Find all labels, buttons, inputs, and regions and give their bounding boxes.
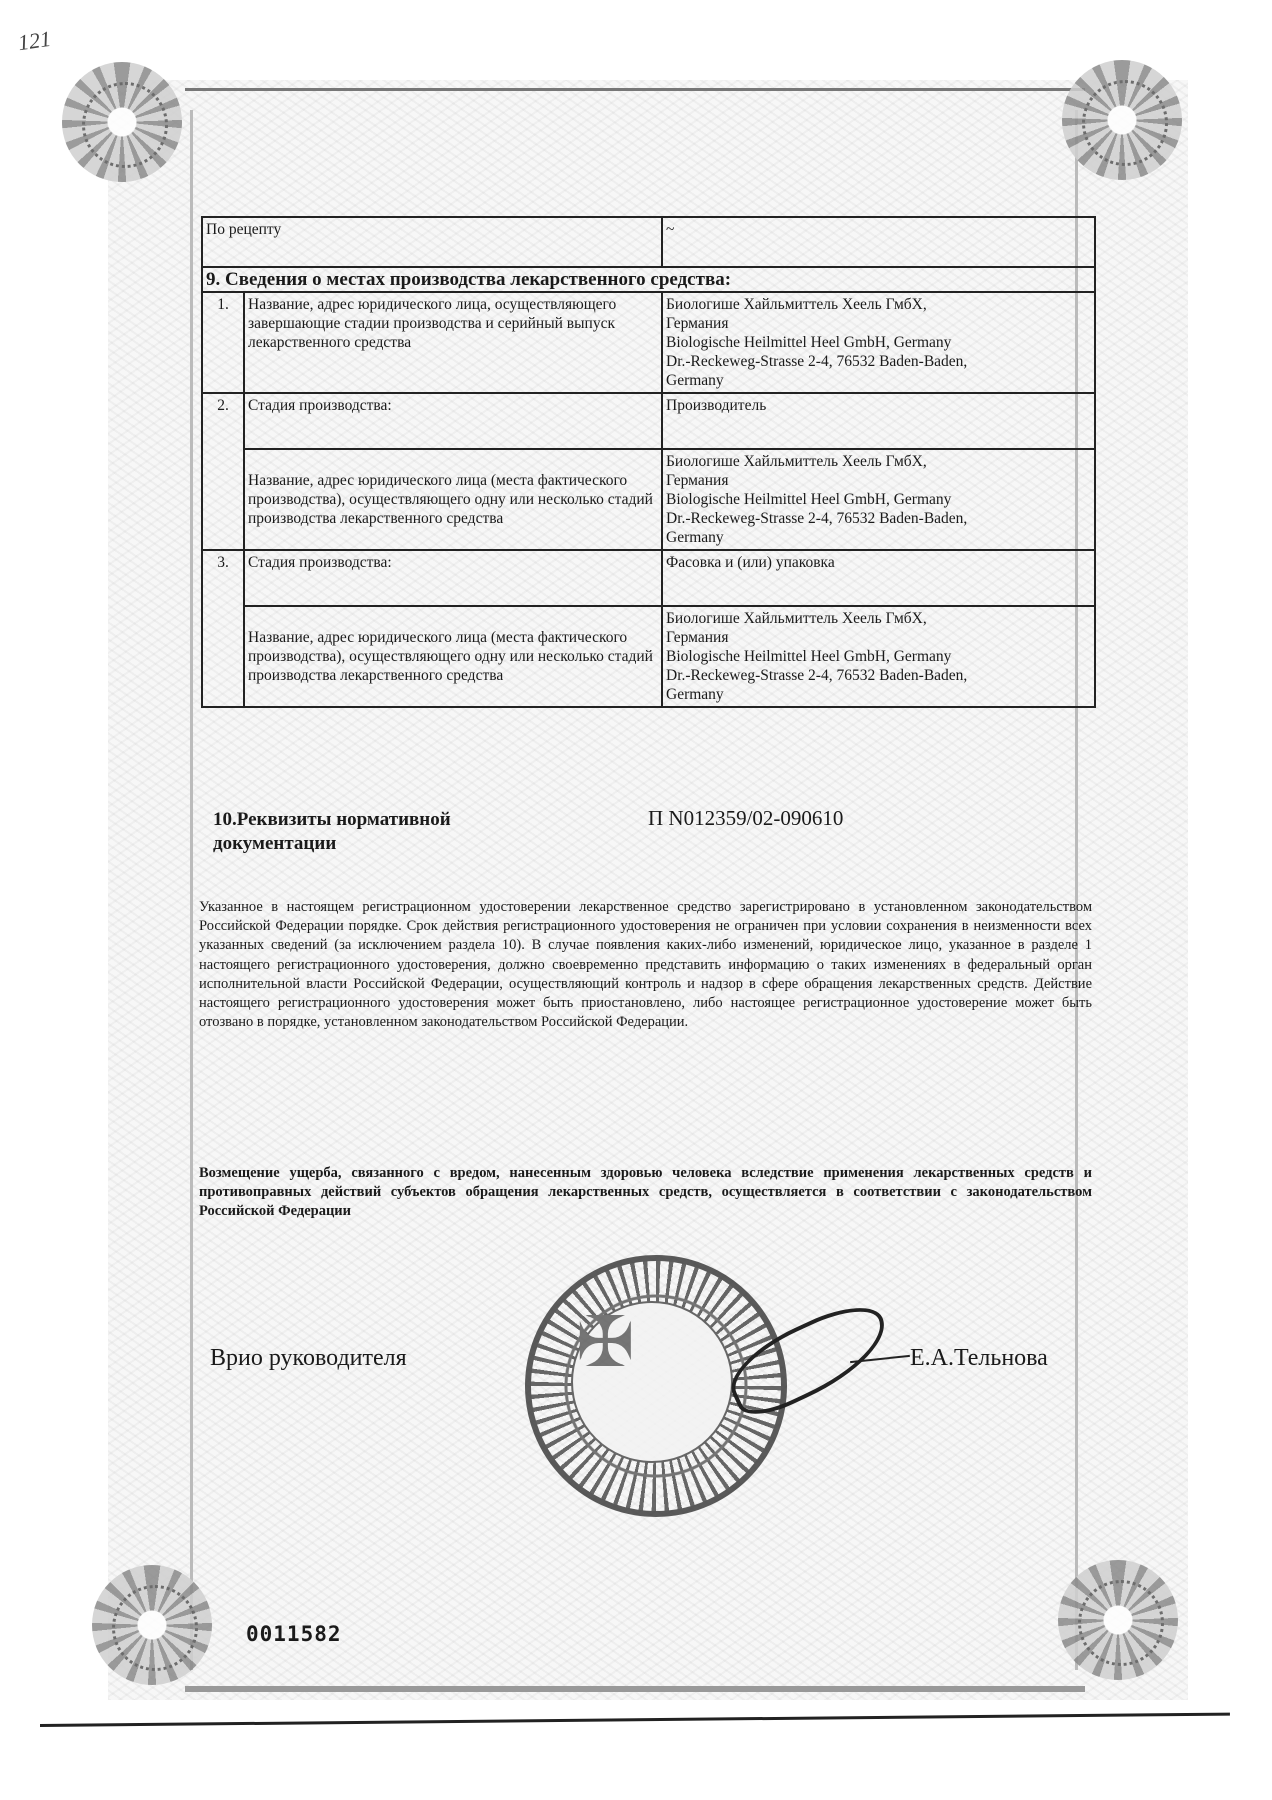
value-line: Germany [666,686,724,703]
signatory-name: Е.А.Тельнова [910,1345,1048,1371]
corner-rosette-icon [1062,60,1182,180]
value-line: Germany [666,529,724,546]
table-row [202,606,1095,707]
table-row [202,292,1095,393]
scan-edge-line [40,1713,1230,1727]
stage-value: Фасовка и (или) упаковка [662,550,1095,606]
value-line: Dr.-Reckeweg-Strasse 2-4, 76532 Baden-Baden, [666,353,968,370]
double-headed-eagle-icon: ✠ [576,1305,635,1382]
value-line: Биологише Хайльмиттель Хеель ГмбХ, [666,453,927,470]
manufacturing-sites-table [201,216,1096,708]
table-row [202,449,1095,550]
form-serial-number: 0011582 [246,1622,342,1646]
value-line: Германия [666,315,729,332]
frame-side-left [190,110,193,1670]
value-line: Germany [666,372,724,389]
compensation-paragraph: Возмещение ущерба, связанного с вредом, нанесенным здоровью человека вследствие применения лекарственных средств и противоправных действий субъектов обращения лекарственных средств, осуществляется в соответствии с законодательством Российской Федерации [199,1165,1092,1220]
corner-rosette-icon [62,62,182,182]
value-line: Биологише Хайльмиттель Хеель ГмбХ, [666,296,927,313]
corner-rosette-icon [1058,1560,1178,1680]
value-line: Biologische Heilmittel Heel GmbH, Germany [666,334,952,351]
section9-title: 9. Сведения о местах производства лекарственного средства: [202,267,1095,292]
value-line: Германия [666,629,729,646]
value-line: Biologische Heilmittel Heel GmbH, Germany [666,648,952,665]
section9-title-row [202,267,1095,292]
handwritten-page-number: 121 [16,25,53,56]
value-line: Biologische Heilmittel Heel GmbH, Germany [666,491,952,508]
normative-document-number: П N012359/02-090610 [648,806,844,830]
section10-title: 10.Реквизиты нормативной документации [213,809,451,854]
table-row [202,550,1095,606]
prescription-value: ~ [662,217,1095,267]
stage-label: Стадия производства: [244,550,662,606]
prescription-row [202,217,1095,267]
entry-number: 2. [202,393,244,550]
stage-label: Стадия производства: [244,393,662,449]
value-line: Биологише Хайльмиттель Хеель ГмбХ, [666,610,927,627]
value-line: Dr.-Reckeweg-Strasse 2-4, 76532 Baden-Baden, [666,667,968,684]
entity-name-value [662,292,1095,393]
entry-number: 3. [202,550,244,707]
value-line: Dr.-Reckeweg-Strasse 2-4, 76532 Baden-Baden, [666,510,968,527]
signatory-role: Врио руководителя [210,1345,407,1371]
entity-name-value [662,449,1095,550]
prescription-label: По рецепту [202,217,662,267]
value-line: Германия [666,472,729,489]
entry-number: 1. [202,292,244,393]
entity-name-label: Название, адрес юридического лица (места фактического производства), осуществляющего одну или несколько стадий производства лекарственного средства [244,606,662,707]
table-row [202,393,1095,449]
entity-name-label: Название, адрес юридического лица (места фактического производства), осуществляющего одну или несколько стадий производства лекарственного средства [244,449,662,550]
stage-value: Производитель [662,393,1095,449]
validity-paragraph: Указанное в настоящем регистрационном удостоверении лекарственное средство зарегистрировано в установленном законодательством Российской Федерации порядке. Срок действия регистрационного удостоверения не ограничен при условии сохранения в неизменности всех указанных сведений (за исключением раздела 10). В случае появления каких-либо изменений, юридическое лицо, указанное в разделе 1 настоящего регистрационного удостоверения, должно своевременно представить информацию о таких изменениях в федеральный орган исполнительной власти Российской Федерации, осуществляющий контроль и надзор в сфере обращения лекарственных средств. Действие настоящего регистрационного удостоверения может быть приостановлено, либо настоящее регистрационное удостоверение может быть отозвано в порядке, установленном законодательством Российской Федерации. [199,899,1092,1031]
corner-rosette-icon [92,1565,212,1685]
entity-name-label: Название, адрес юридического лица, осуществляющего завершающие стадии производства и серийный выпуск лекарственного средства [244,292,662,393]
entity-name-value [662,606,1095,707]
